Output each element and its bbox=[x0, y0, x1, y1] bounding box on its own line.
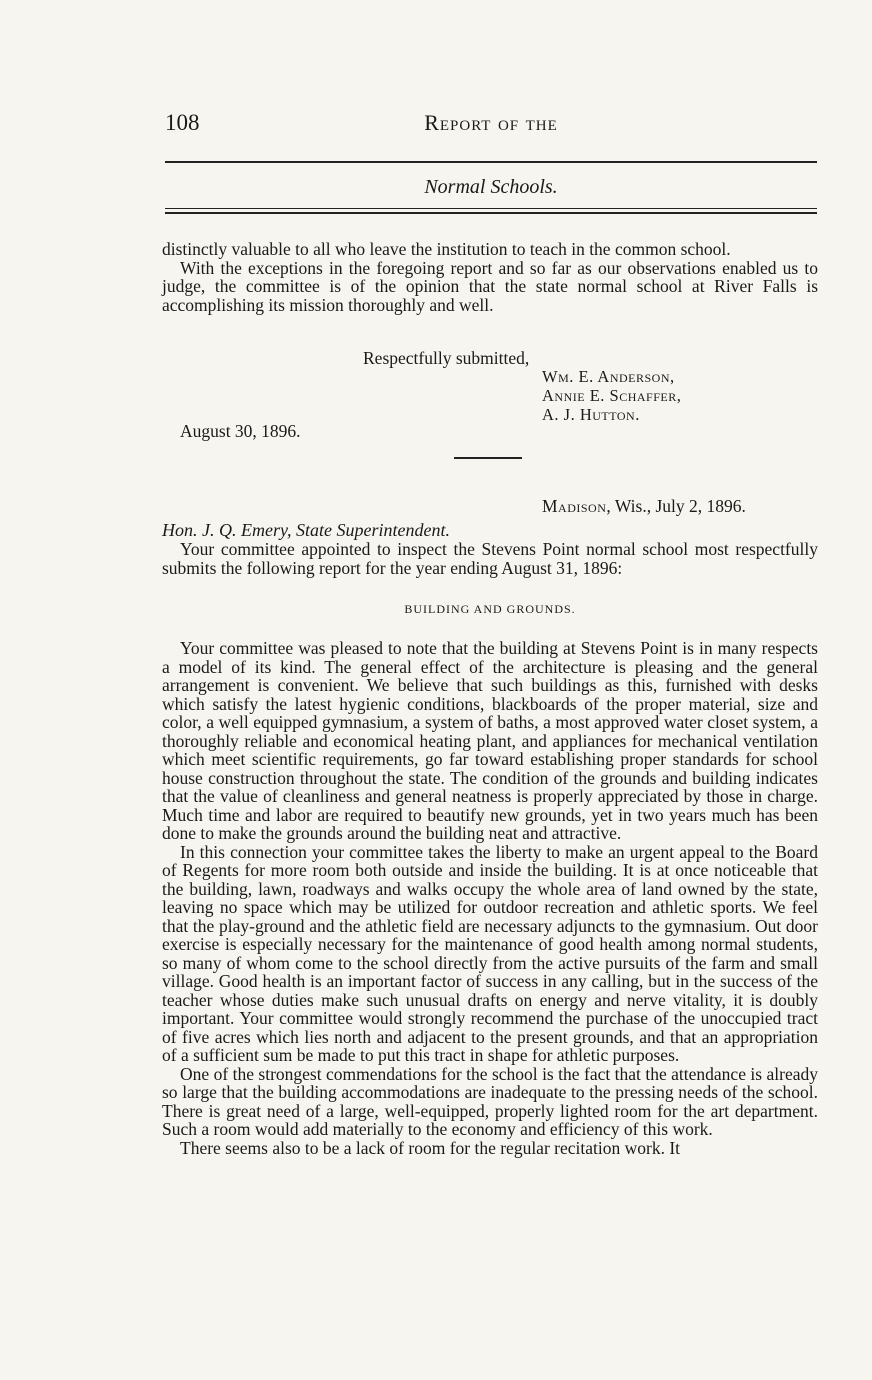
letter-date: , Wis., July 2, 1896. bbox=[606, 496, 746, 516]
section-divider bbox=[454, 457, 522, 459]
letter-addressee: Hon. J. Q. Emery, State Superintendent. bbox=[162, 520, 450, 540]
header-rule-top bbox=[165, 161, 817, 163]
page-header bbox=[165, 108, 817, 142]
paragraph: One of the strongest commendations for the school is the fact that the attendance is already so large that the building accommodations are inadequate to the pressing needs of the school. There is great need of a large, well-equipped, properly lighted room for the art department. Such a room would add materially to the economy and efficiency of this work. bbox=[162, 1063, 818, 1139]
paragraph: There seems also to be a lack of room for the regular recitation work. It bbox=[180, 1137, 681, 1158]
section-heading: Normal Schools. bbox=[424, 176, 558, 198]
opening-text bbox=[162, 240, 818, 314]
report-date: August 30, 1896. bbox=[180, 421, 301, 441]
letter-dateline bbox=[542, 496, 746, 517]
page-number: 108 bbox=[165, 110, 200, 135]
signer-name: Wm. E. Anderson, bbox=[542, 367, 675, 386]
signoff: Respectfully submitted, bbox=[363, 348, 530, 368]
signer-name: A. J. Hutton. bbox=[542, 405, 640, 424]
paragraph: In this connection your committee takes the liberty to make an urgent appeal to the Board of Regents for more room both outside and inside the building. It is at once noticeable that the building, lawn, roadways and walks occupy the whole area of land owned by the state, leaving no space which may be utilized for outdoor recreation and athletic sports. We feel that the play-ground and the athletic field are necessary adjuncts to the gymnasium. Out door exercise is especially necessary for the maintenance of good health among normal students, so many of whom come to the school directly from the active pursuits of the farm and small village. Good health is an important factor of success in any calling, but in the success of the teacher whose duties make such unusual drafts on energy and nerve vitality, it is doubly important. Your committee would strongly recommend the purchase of the unoccupied tract of five acres which lies north and adjacent to the present grounds, and that an appropriation of a sufficient sum be made to put this tract in shape for athletic purposes. bbox=[162, 841, 818, 1065]
paragraph: Your committee was pleased to note that the building at Stevens Point is in many respects a model of its kind. The general effect of the architecture is pleasing and the general arrangement is convenient. We believe that such buildings as this, furnished with desks which satisfy the latest hygienic conditions, blackboards of the proper material, size and color, a well equipped gymnasium, a system of baths, a most approved water closet system, a thoroughly reliable and economical heating plant, and appliances for mechanical ventilation which meet scientific requirements, go far toward establishing proper standards for school house construction throughout the state. The condition of the grounds and building indicates that the value of cleanliness and general neatness is properly appreciated by those in charge. Much time and labor are required to beautify new grounds, yet in two years much has been done to make the grounds around the building neat and attractive. bbox=[162, 638, 818, 843]
body-text bbox=[162, 639, 818, 1157]
header-rule-bottom bbox=[165, 208, 817, 209]
letter-place: Madison bbox=[542, 496, 607, 516]
running-head: Report of the bbox=[424, 110, 558, 135]
paragraph: distinctly valuable to all who leave the institution to teach in the common school. bbox=[162, 239, 731, 259]
header-rule-bottom-thick bbox=[165, 212, 817, 214]
subheading: BUILDING AND GROUNDS. bbox=[404, 602, 576, 616]
letter-intro bbox=[162, 540, 818, 577]
paragraph: With the exceptions in the foregoing report and so far as our observations enabled us to judge, the committee is of the opinion that the state normal school at River Falls is accomplishing its mission thoroughly and well. bbox=[162, 257, 818, 315]
paragraph: Your committee appointed to inspect the Stevens Point normal school most respectfully submits the following report for the year ending August 31, 1896: bbox=[162, 539, 818, 578]
signer-name: Annie E. Schaffer, bbox=[542, 386, 682, 405]
